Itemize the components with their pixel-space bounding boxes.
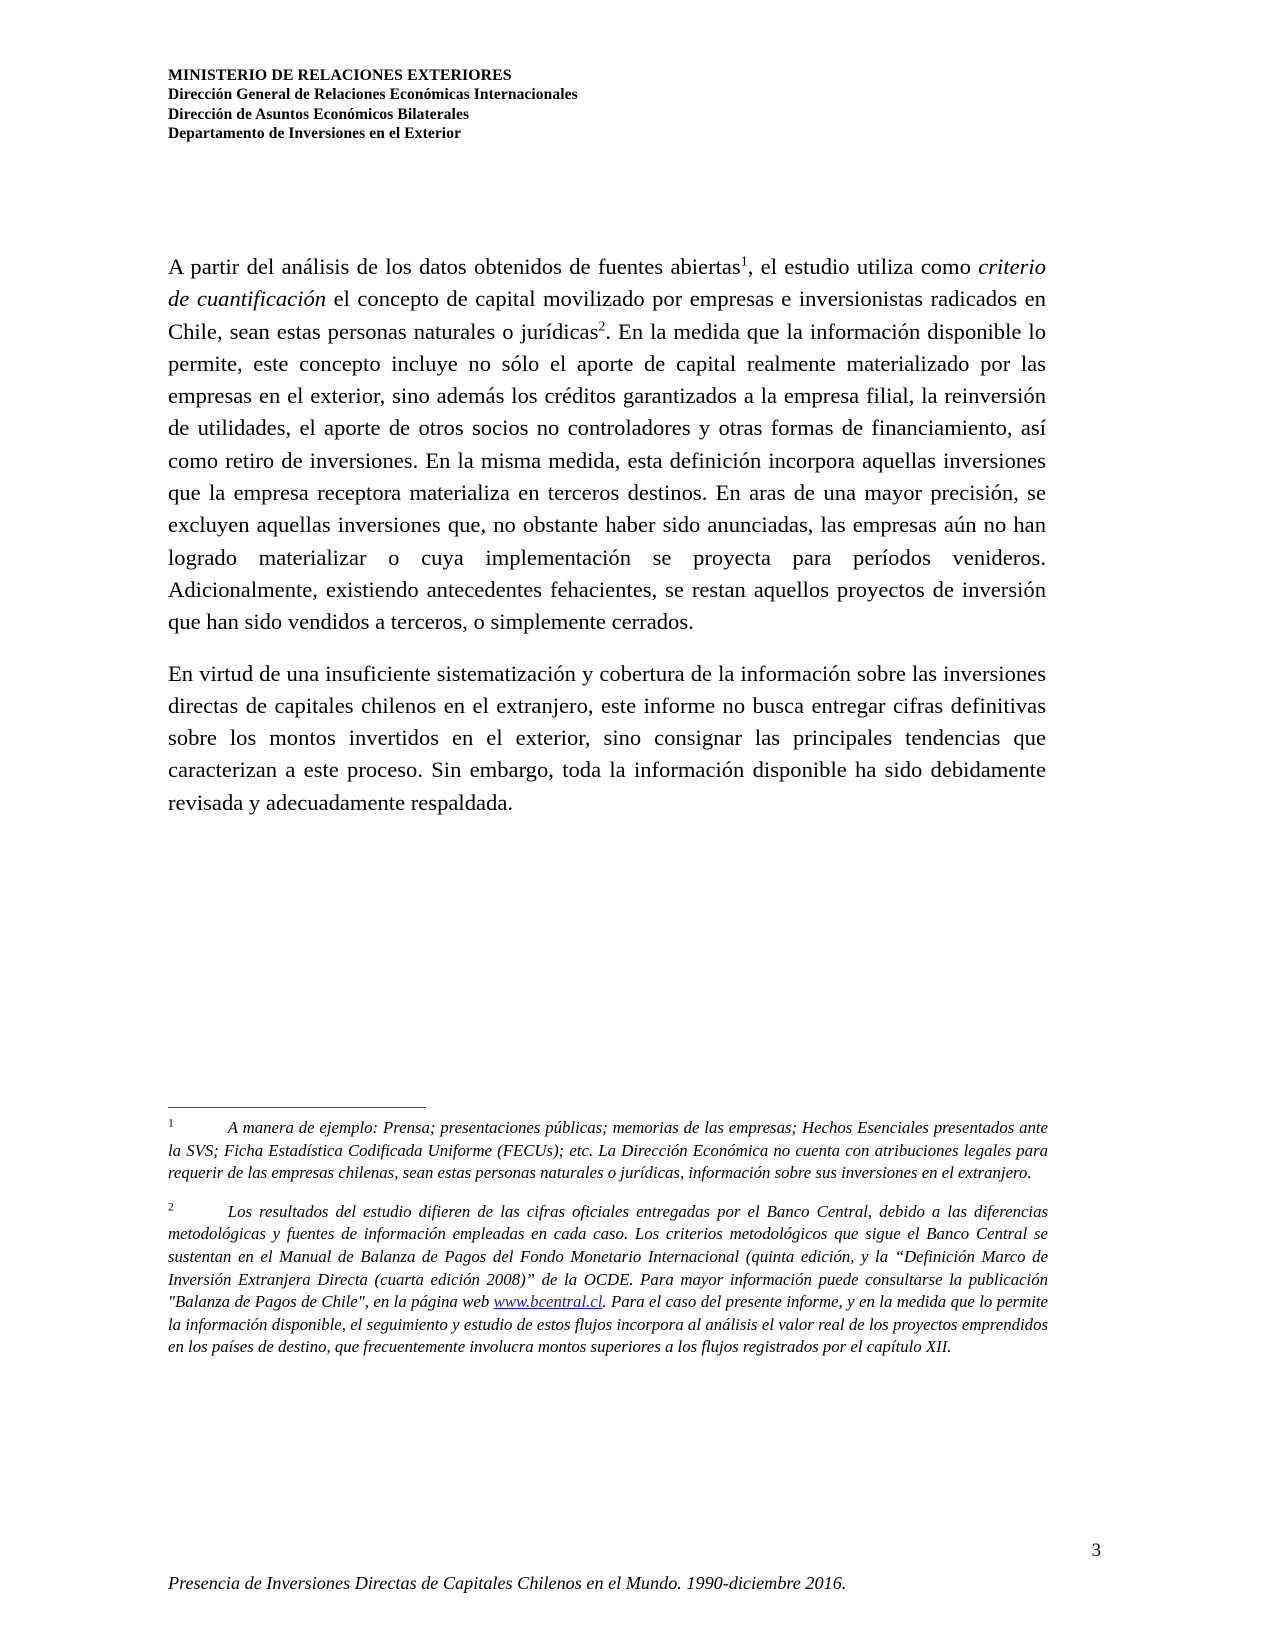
footnote-2-text-after-link: . Para el caso del presente informe, y en la medida que lo permite la información disponible, el seguimiento y estudio de estos flujos incorpora al análisis el valor real de los proyectos emprendidos en los países de destino, que frecuentemente involucra montos superiores a los flujos registrados por el capítulo XII. <box>168 1292 1048 1357</box>
footer-caption: Presencia de Inversiones Directas de Capitales Chilenos en el Mundo. 1990-diciembre 2016. <box>168 1573 847 1593</box>
page-number: 3 <box>1091 1541 1101 1561</box>
footnote-2-text-before-link: Los resultados del estudio difieren de las cifras oficiales entregadas por el Banco Central, debido a las diferencias metodológicas y fuentes de información empleadas en cada caso. Los criterios metodológicos que sigue el Banco Central se sustentan en el Manual de Balanza de Pagos del Fondo Monetario Internacional (quinta edición, y la “Definición Marco de Inversión Extranjera Directa (cuarta edición 2008)” de la OCDE. Para mayor información puede consultarse la publicación "Balanza de Pagos de Chile", en la página web <box>168 1201 1048 1312</box>
paragraph1-segment-2: , el estudio utiliza como <box>747 254 979 279</box>
footnote-section <box>168 1107 1048 1359</box>
paragraph1-segment-4: . En la medida que la información disponible lo permite, este concepto incluye no sólo el aporte de capital realmente materializado por las empresas en el exterior, sino además los créditos garantizados a la empresa filial, la reinversión de utilidades, el aporte de otros socios no controladores y otras formas de financiamiento, así como retiro de inversiones. En la misma medida, esta definición incorpora aquellas inversiones que la empresa receptora materializa en terceros destinos. En aras de una mayor precisión, se excluyen aquellas inversiones que, no obstante haber sido anunciadas, las empresas aún no han logrado materializar o cuya implementación se proyecta para períodos venideros. Adicionalmente, existiendo antecedentes fehacientes, se restan aquellos proyectos de inversión que han sido vendidos a terceros, o simplemente cerrados. <box>168 318 1046 635</box>
header-line-direccion-general: Dirección General de Relaciones Económicas Internacionales <box>168 86 578 104</box>
footnote-marker-1-ref[interactable]: 1 <box>740 254 748 270</box>
body-paragraph-1 <box>168 251 1046 639</box>
footnote-2 <box>168 1201 1048 1359</box>
bcentral-link[interactable]: www.bcentral.cl <box>493 1292 603 1312</box>
footnote-1-marker: 1 <box>168 1116 174 1130</box>
footnote-1-text: A manera de ejemplo: Prensa; presentaciones públicas; memorias de las empresas; Hechos Esenciales presentados ante la SVS; Ficha Estadística Codificada Uniforme (FECUs); etc. La Dirección Económica no cuenta con atribuciones legales para requerir de las empresas chilenas, sean estas personas naturales o jurídicas, información sobre sus inversiones en el extranjero. <box>168 1118 1048 1183</box>
paragraph1-segment-3: el concepto de capital movilizado por empresas e inversionistas radicados en Chile, sean estas personas naturales o jurídicas <box>168 286 1046 344</box>
paragraph1-segment-1: A partir del análisis de los datos obtenidos de fuentes abiertas <box>168 254 741 279</box>
header-line-departamento: Departamento de Inversiones en el Exterior <box>168 125 462 143</box>
header-line-direccion-asuntos: Dirección de Asuntos Económicos Bilaterales <box>168 105 470 123</box>
paragraph1-italic-criterio: criterio de cuantificación <box>168 254 1046 312</box>
footnote-separator-rule <box>168 1107 426 1108</box>
body-paragraph-2: En virtud de una insuficiente sistematización y cobertura de la información sobre las inversiones directas de capitales chilenos en el extranjero, este informe no busca entregar cifras definitivas sobre los montos invertidos en el exterior, sino consignar las principales tendencias que caracterizan a este proceso. Sin embargo, toda la información disponible ha sido debidamente revisada y adecuadamente respaldada. <box>168 660 1046 815</box>
header-line-ministry: MINISTERIO DE RELACIONES EXTERIORES <box>168 67 512 84</box>
footnote-1 <box>168 1117 1048 1185</box>
document-header <box>168 66 1028 144</box>
footnote-2-marker: 2 <box>168 1200 174 1214</box>
footnote-marker-2-ref[interactable]: 2 <box>598 319 606 335</box>
document-body <box>168 251 1046 819</box>
